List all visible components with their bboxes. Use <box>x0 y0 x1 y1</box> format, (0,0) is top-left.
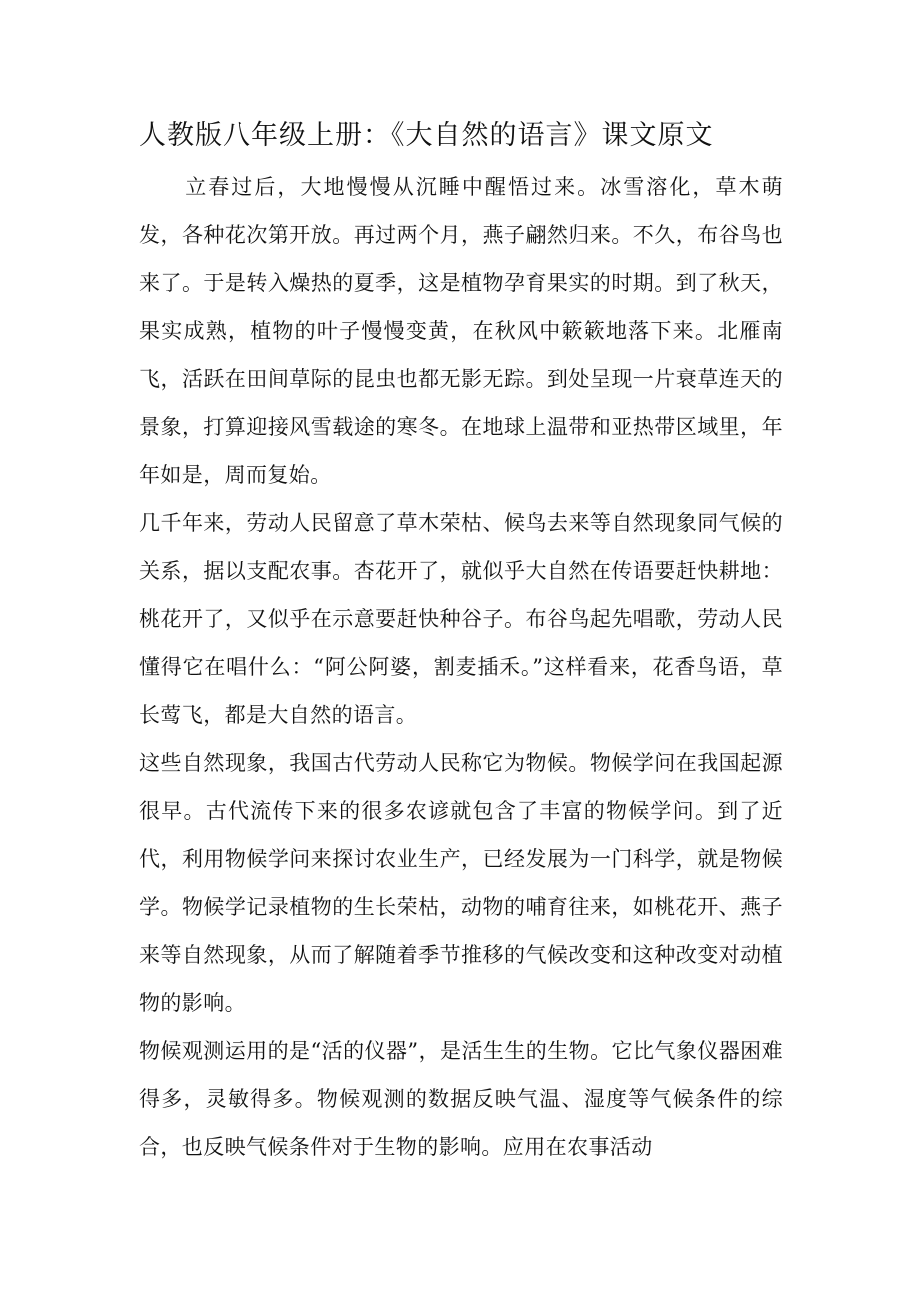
document-body <box>139 163 783 1171</box>
paragraph-3: 这些自然现象，我国古代劳动人民称它为物候。物候学问在我国起源很早。古代流传下来的很多农谚就包含了丰富的物候学问。到了近代，利用物候学问来探讨农业生产，已经发展为一门科学，就是物候学。物候学记录植物的生长荣枯，动物的哺育往来，如桃花开、燕子来等自然现象，从而了解随着季节推移的气候改变和这种改变对动植物的影响。 <box>139 751 783 1015</box>
paragraph-4: 物候观测运用的是“活的仪器”，是活生生的生物。它比气象仪器困难得多，灵敏得多。物候观测的数据反映气温、湿度等气候条件的综合，也反映气候条件对于生物的影响。应用在农事活动 <box>139 1039 783 1159</box>
paragraph-1: 立春过后，大地慢慢从沉睡中醒悟过来。冰雪溶化，草木萌发，各种花次第开放。再过两个月，燕子翩然归来。不久，布谷鸟也来了。于是转入燥热的夏季，这是植物孕育果实的时期。到了秋天，果实成熟，植物的叶子慢慢变黄，在秋风中簌簌地落下来。北雁南飞，活跃在田间草际的昆虫也都无影无踪。到处呈现一片衰草连天的景象，打算迎接风雪载途的寒冬。在地球上温带和亚热带区域里，年年如是，周而复始。 <box>139 175 783 487</box>
document-title: 人教版八年级上册：《大自然的语言》课文原文 <box>139 120 714 151</box>
paragraph-2: 几千年来，劳动人民留意了草木荣枯、候鸟去来等自然现象同气候的关系，据以支配农事。杏花开了，就似乎大自然在传语要赶快耕地：桃花开了，又似乎在示意要赶快种谷子。布谷鸟起先唱歌，劳动人民懂得它在唱什么：“阿公阿婆，割麦插禾。”这样看来，花香鸟语，草长莺飞，都是大自然的语言。 <box>139 511 783 727</box>
